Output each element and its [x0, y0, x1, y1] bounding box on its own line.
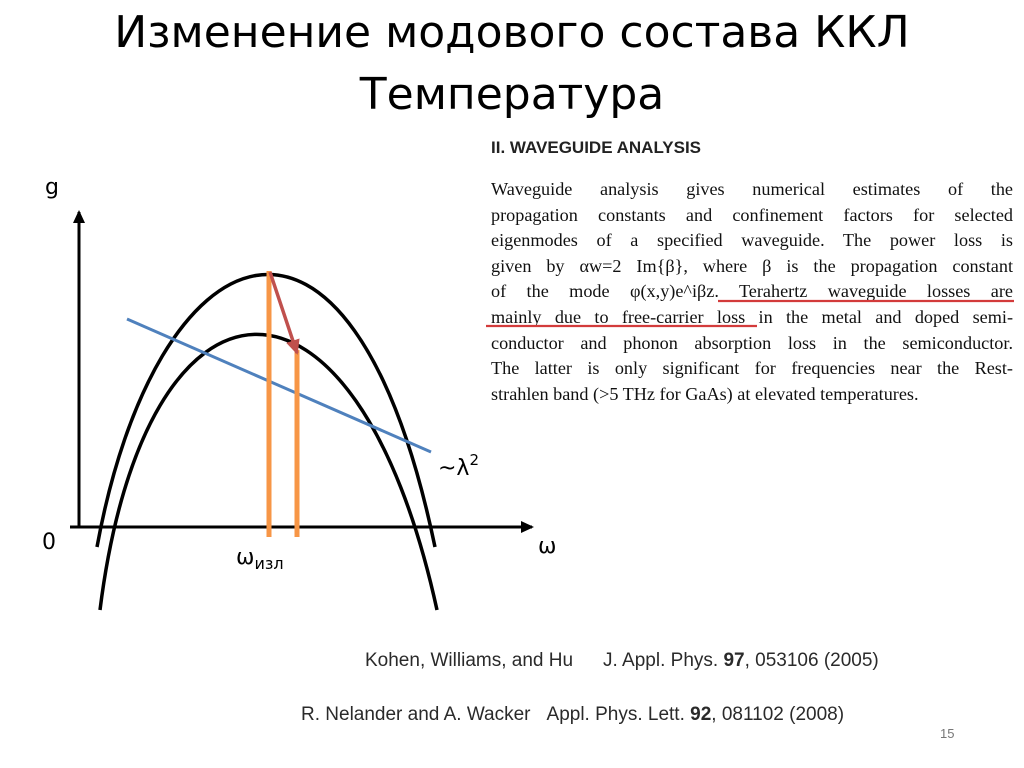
title-line-2: Температура: [359, 69, 665, 120]
origin-label: 0: [42, 530, 56, 555]
reference-2-journal: Appl. Phys. Lett.: [546, 704, 685, 725]
paper-line-7: conductor and phonon absorption loss in the semiconductor.: [491, 332, 1013, 353]
omega-main: ω: [236, 545, 255, 570]
paper-line-9: strahlen band (>5 THz for GaAs) at elevated temperatures.: [491, 383, 919, 404]
paper-line-4: given by αw=2 Im{β}, where β is the propagation constant: [491, 255, 1013, 276]
page-number: 15: [940, 726, 955, 741]
reference-2-details: , 081102 (2008): [711, 704, 845, 725]
reference-1-details: , 053106 (2005): [744, 650, 879, 671]
loss-label-prefix: ~λ: [438, 456, 470, 481]
omega-sub: изл: [254, 554, 284, 573]
reference-2-volume: 92: [690, 704, 712, 725]
paper-line-8: The latter is only significant for frequencies near the Rest-: [491, 358, 1013, 379]
paper-section-heading: II. WAVEGUIDE ANALYSIS: [491, 138, 702, 157]
reference-1-authors: Kohen, Williams, and Hu: [365, 650, 574, 671]
reference-1-journal: J. Appl. Phys.: [603, 650, 719, 671]
paper-line-2: propagation constants and confinement factors for selected: [491, 204, 1013, 225]
reference-2-authors: R. Nelander and A. Wacker: [301, 704, 531, 725]
paper-line-6: mainly due to free-carrier loss in the metal and doped semi-: [491, 306, 1013, 327]
reference-1: [365, 650, 879, 672]
x-axis-label: ω: [538, 534, 557, 559]
reference-1-volume: 97: [723, 650, 745, 671]
title-line-1: Изменение модового состава ККЛ: [114, 7, 910, 58]
reference-2: [301, 704, 844, 726]
y-axis-label: g: [45, 175, 59, 200]
loss-label-sup: 2: [469, 451, 479, 469]
paper-line-1: Waveguide analysis gives numerical estimates of the: [491, 179, 1013, 199]
paper-line-3: eigenmodes of a specified waveguide. The power loss is: [491, 230, 1013, 251]
paper-line-5: of the mode φ(x,y)e^iβz. Terahertz waveguide losses are: [491, 281, 1013, 302]
